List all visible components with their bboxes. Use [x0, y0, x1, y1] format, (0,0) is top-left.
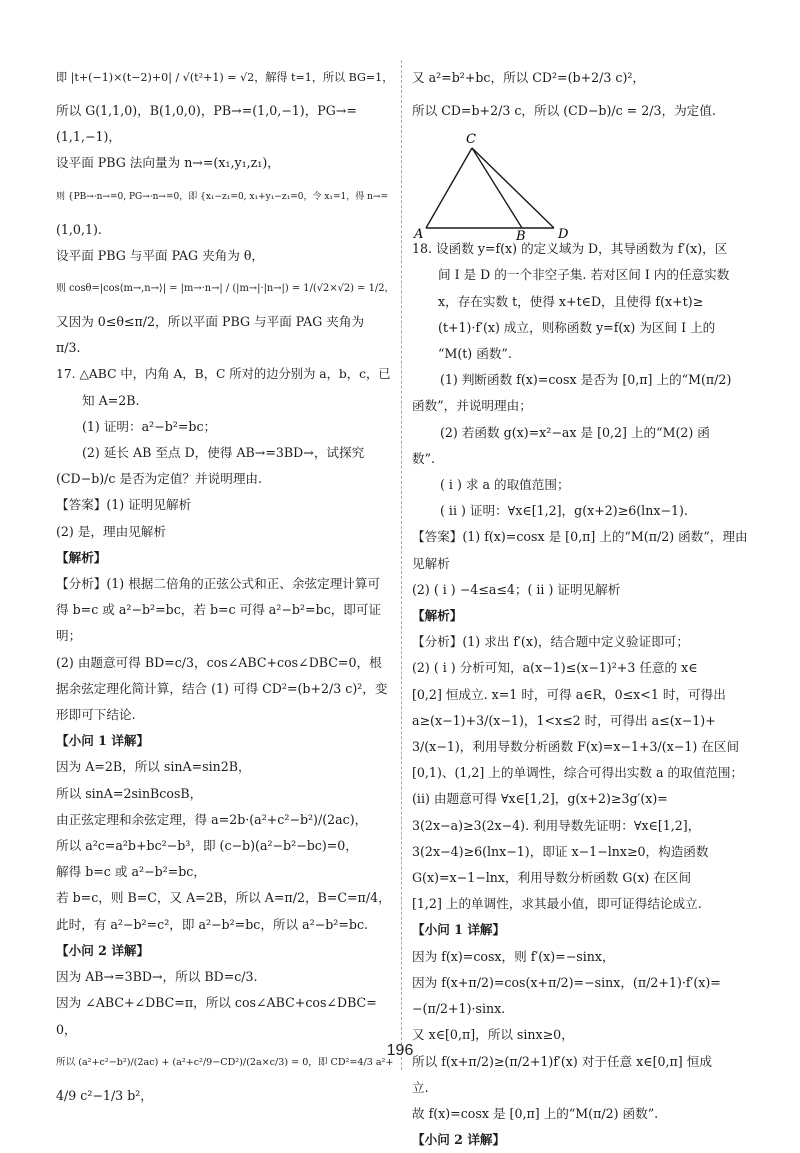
- sub-question-2-heading: 【小问 2 详解】: [56, 942, 150, 958]
- text-line: 此时，有 a²−b²=c²，即 a²−b²=bc，所以 a²−b²=bc.: [56, 916, 369, 932]
- text-line: 知 A=2B.: [82, 392, 140, 408]
- text-line: (1) 证明：a²−b²=bc；: [82, 418, 217, 434]
- text-line: 所以 a²c=a²b+bc²−b³，即 (c−b)(a²−b²−bc)=0，: [56, 838, 358, 854]
- text-line: 间 I 是 D 的一个非空子集. 若对区间 I 内的任意实数: [438, 267, 730, 283]
- text-line: 立.: [412, 1079, 429, 1095]
- label-a: A: [414, 227, 424, 241]
- triangle-figure: [412, 124, 758, 241]
- column-divider: [401, 60, 402, 1070]
- text-line: 函数”，并说明理由；: [412, 398, 532, 414]
- text-line: 【分析】(1) 根据二倍角的正弦公式和正、余弦定理计算可: [56, 576, 381, 592]
- text-line: 明；: [56, 628, 82, 644]
- text-line: “M(t) 函数”.: [438, 346, 512, 362]
- text-line: 0，: [56, 1021, 77, 1037]
- text-line: (1,1,−1)，: [56, 129, 122, 145]
- text-line: 见解析: [412, 555, 450, 571]
- text-line: (2) 延长 AB 至点 D，使得 AB→=3BD→，试探究: [82, 445, 365, 461]
- text-line: 因为 A=2B，所以 sinA=sin2B，: [56, 759, 251, 775]
- text-line: [0,1)、(1,2] 上的单调性，综合可得出实数 a 的取值范围；: [412, 765, 744, 781]
- analysis-heading: 【解析】: [412, 608, 463, 624]
- text-line: (2) 若函数 g(x)=x²−ax 是 [0,2] 上的“M(2) 函: [440, 424, 710, 440]
- right-column: [412, 58, 758, 1153]
- segment-cb: [472, 148, 522, 228]
- text-line: 故 f(x)=cosx 是 [0,π] 上的“M(π/2) 函数”.: [412, 1105, 659, 1121]
- text-line: 因为 f(x+π/2)=cos(x+π/2)=−sinx，(π/2+1)·f′(x)=: [412, 974, 721, 990]
- text-line: 所以 CD=b+2/3 c，所以 (CD−b)/c = 2/3，为定值.: [412, 103, 716, 118]
- text-line: 又 x∈[0,π]，所以 sinx≥0，: [412, 1027, 574, 1043]
- segment-ac: [426, 148, 472, 228]
- sub-question-1-heading: 【小问 1 详解】: [412, 922, 506, 938]
- text-line: 由正弦定理和余弦定理，得 a=2b·(a²+c²−b²)/(2ac)，: [56, 811, 368, 827]
- text-line: G(x)=x−1−lnx，利用导数分析函数 G(x) 在区间: [412, 870, 692, 886]
- text-line: (2) ( i ) 分析可知，a(x−1)≤(x−1)²+3 任意的 x∈: [412, 660, 698, 676]
- text-line: [1,2] 上的单调性，求其最小值，即可证得结论成立.: [412, 896, 702, 912]
- text-line: 所以 f(x+π/2)≥(π/2+1)f′(x) 对于任意 x∈[0,π] 恒成: [412, 1053, 712, 1069]
- label-b: B: [516, 229, 526, 241]
- text-line: 则 {PB→·n→=0, PG→·n→=0，即 {x₁−z₁=0, x₁+y₁−z₁=0，令 x₁=1，得 n→=: [56, 191, 389, 202]
- text-line: 所以 (a²+c²−b²)/(2ac) + (a²+c²/9−CD²)/(2a×c/3) = 0，即 CD²=4/3 a²+: [56, 1056, 394, 1068]
- text-line: (1,0,1).: [56, 221, 102, 237]
- text-line: [0,2] 恒成立. x=1 时，可得 a∈R，0≤x<1 时，可得出: [412, 686, 726, 702]
- problem-18-stem: 18. 设函数 y=f(x) 的定义域为 D，其导函数为 f′(x)，区: [412, 241, 728, 257]
- sub-question-2-heading: 【小问 2 详解】: [412, 1132, 506, 1148]
- text-line: 即 |t+(−1)×(t−2)+0| / √(t²+1) = √2，解得 t=1，所以 BG=1，: [56, 71, 394, 84]
- text-line: 所以 sinA=2sinBcosB，: [56, 785, 203, 801]
- text-line: (2) 由题意可得 BD=c/3，cos∠ABC+cos∠DBC=0，根: [56, 654, 382, 670]
- text-line: 则 cosθ=|cos⟨m→,n→⟩| = |m→·n→| / (|m→|·|n→|) = 1/(√2×√2) = 1/2，: [56, 283, 395, 295]
- left-column: [56, 58, 396, 1109]
- text-line: 【分析】(1) 求出 f′(x)，结合题中定义验证即可；: [412, 634, 689, 650]
- text-line: ( ii ) 证明：∀x∈[1,2]，g(x+2)≥6(lnx−1).: [440, 503, 688, 519]
- sub-question-1-heading: 【小问 1 详解】: [56, 733, 150, 749]
- text-line: 3(2x−4)≥6(lnx−1)，即证 x−1−lnx≥0，构造函数: [412, 843, 709, 859]
- text-line: 形即可下结论.: [56, 707, 136, 723]
- text-line: x，存在实数 t，使得 x+t∈D，且使得 f(x+t)≥: [438, 293, 704, 309]
- text-line: 因为 f(x)=cosx，则 f′(x)=−sinx，: [412, 948, 615, 964]
- text-line: 所以 G(1,1,0)，B(1,0,0)，PB→=(1,0,−1)，PG→=: [56, 103, 357, 118]
- text-line: 得 b=c 或 a²−b²=bc，若 b=c 可得 a²−b²=bc，即可证: [56, 602, 382, 618]
- text-line: 又 a²=b²+bc，所以 CD²=(b+2/3 c)²，: [412, 70, 646, 85]
- text-line: 若 b=c，则 B=C，又 A=2B，所以 A=π/2，B=C=π/4，: [56, 890, 391, 906]
- text-line: (2) ( i ) −4≤a≤4；( ii ) 证明见解析: [412, 581, 621, 597]
- text-line: (1) 判断函数 f(x)=cosx 是否为 [0,π] 上的“M(π/2): [440, 372, 732, 388]
- text-line: (2) 是，理由见解析: [56, 523, 166, 539]
- text-line: 据余弦定理化简计算，结合 (1) 可得 CD²=(b+2/3 c)²，变: [56, 680, 388, 696]
- text-line: 设平面 PBG 与平面 PAG 夹角为 θ，: [56, 247, 265, 263]
- analysis-heading: 【解析】: [56, 549, 107, 565]
- text-line: (t+1)·f′(x) 成立，则称函数 y=f(x) 为区间 I 上的: [438, 319, 716, 335]
- text-line: (ii) 由题意可得 ∀x∈[1,2]，g(x+2)≥3g′(x)=: [412, 791, 668, 807]
- text-line: 4/9 c²−1/3 b²，: [56, 1087, 153, 1103]
- text-line: 又因为 0≤θ≤π/2，所以平面 PBG 与平面 PAG 夹角为: [56, 314, 365, 330]
- text-line: ( i ) 求 a 的取值范围；: [440, 477, 570, 493]
- label-c: C: [466, 132, 476, 148]
- text-line: 设平面 PBG 法向量为 n→=(x₁,y₁,z₁)，: [56, 155, 280, 171]
- text-line: 因为 AB→=3BD→，所以 BD=c/3.: [56, 969, 258, 985]
- problem-17-stem: 17. △ABC 中，内角 A，B，C 所对的边分别为 a，b，c，已: [56, 367, 391, 382]
- text-line: a≥(x−1)+3/(x−1)，1<x≤2 时，可得出 a≤(x−1)+: [412, 712, 716, 728]
- label-d: D: [558, 227, 569, 241]
- text-line: 因为 ∠ABC+∠DBC=π，所以 cos∠ABC+cos∠DBC=: [56, 995, 377, 1011]
- text-line: 解得 b=c 或 a²−b²=bc，: [56, 864, 206, 880]
- segment-cd: [472, 148, 554, 228]
- answer-heading: 【答案】(1) f(x)=cosx 是 [0,π] 上的“M(π/2) 函数”，理由: [412, 529, 748, 545]
- text-line: 数”.: [412, 450, 436, 466]
- text-line: 3(2x−a)≥3(2x−4). 利用导数先证明：∀x∈[1,2]，: [412, 817, 701, 833]
- text-line: (CD−b)/c 是否为定值？并说明理由.: [56, 471, 263, 487]
- page-number: 196: [386, 1042, 414, 1059]
- text-line: π/3.: [56, 340, 81, 356]
- text-line: 3/(x−1)，利用导数分析函数 F(x)=x−1+3/(x−1) 在区间: [412, 739, 740, 755]
- text-line: −(π/2+1)·sinx.: [412, 1001, 506, 1017]
- answer-heading: 【答案】(1) 证明见解析: [56, 497, 192, 513]
